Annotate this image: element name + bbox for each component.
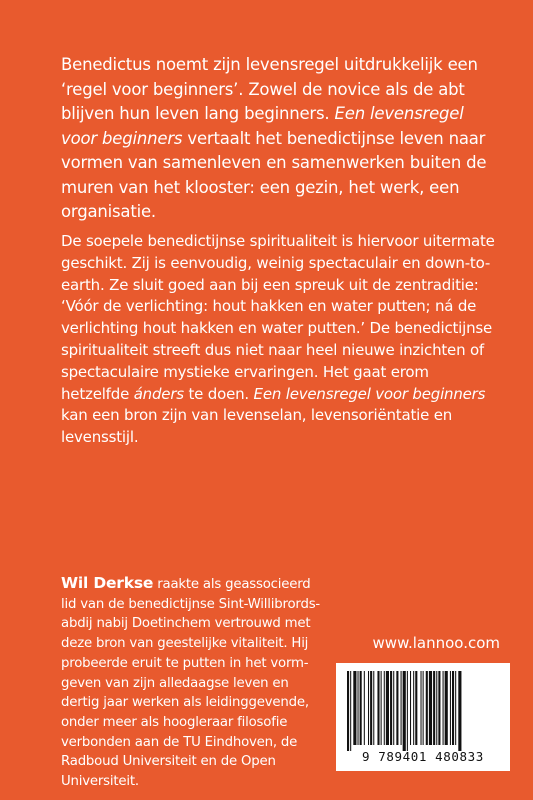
author-bio [61, 574, 321, 792]
barcode-bar [407, 671, 408, 751]
barcode-bar [390, 671, 392, 745]
barcode-bar [452, 671, 454, 745]
barcode-bar [438, 671, 440, 745]
barcode-bar [450, 671, 451, 745]
author-name: Wil Derkse [61, 574, 154, 592]
barcode-bar [429, 671, 432, 745]
barcode-bar [364, 671, 365, 745]
barcode-bar [386, 671, 389, 745]
barcode-bar [377, 671, 379, 745]
barcode-bar [370, 671, 372, 745]
barcode-bar [426, 671, 428, 745]
body-text-3: kan een bron zijn van levenselan, levensoriëntatie en levensstijl. [61, 406, 453, 447]
barcode-bar [350, 671, 351, 751]
barcode-bar [381, 671, 382, 745]
barcode-bar [436, 671, 437, 745]
body-book-title: Een levensregel voor beginners [253, 384, 486, 403]
barcode-bar [368, 671, 369, 745]
barcode-bar [403, 671, 406, 751]
publisher-url: www.lannoo.com [372, 634, 500, 652]
barcode-bar [353, 671, 356, 745]
barcode-bar [358, 671, 359, 745]
isbn-barcode [336, 663, 510, 771]
intro-text-1: Benedictus noemt zijn levensregel uitdrukkelijk een ‘regel voor beginners’. Zowel de novice als de abt blijven hun leven lang beginners. [61, 55, 478, 123]
intro-text-2: vertaalt het benedictijnse leven naar vormen van samenleven en samenwerken buiten de muren van het klooster: een gezin, het werk, een organisatie. [61, 128, 487, 221]
barcode-bar [393, 671, 394, 745]
barcode-bar [360, 671, 362, 745]
barcode-bar [423, 671, 424, 745]
barcode-bar [445, 671, 448, 745]
body-paragraph [61, 231, 501, 449]
barcode-bar [401, 671, 402, 745]
barcode-bar [396, 671, 398, 745]
barcode-bar [413, 671, 414, 745]
body-text-2: te doen. [183, 384, 254, 403]
barcode-bar [433, 671, 435, 745]
isbn-number: 9 789401 480833 [362, 749, 484, 764]
barcode-bar [410, 671, 411, 745]
barcode-bar [347, 671, 349, 751]
author-bio-text: raakte als geassocieerd lid van de benedictijnse Sint-Willibrords-abdij nabij Doetinchem vertrouwd met deze bron van geestelijke vitaliteit. Hij probeerde eruit te putten in het vorm-geven van zijn alledaagse leven en dertig jaar werken als leidinggevende, onder meer als hoogleraar filosofie verbonden aan de TU Eindhoven, de Radboud Universiteit en de Open Universiteit. [61, 577, 321, 790]
barcode-bar [458, 671, 461, 751]
barcode-bar [443, 671, 444, 745]
intro-paragraph [61, 53, 501, 225]
body-text-1: De soepele benedictijnse spiritualiteit is hiervoor uitermate geschikt. Zij is eenvoudig, weinig spectaculair en down-to-earth. Ze sluit goed aan bij een spreuk uit de zentraditie: ‘Vóór de verlichting: hout hakken en water putten; ná de verlichting hout hakken en water putten.’ De benedictijnse spiritualiteit streeft dus niet naar heel nieuwe inzichten of spectaculaire mystieke ervaringen. Het gaat erom hetzelfde [61, 232, 495, 403]
barcode-bar [421, 671, 422, 745]
barcode-bar [415, 671, 417, 745]
barcode-bar [455, 671, 456, 745]
body-emphasis: ánders [133, 384, 184, 403]
barcode-bar [373, 671, 374, 745]
intro-book-title: Een levensregel voor beginners [61, 104, 464, 148]
barcode-bar [384, 671, 385, 745]
